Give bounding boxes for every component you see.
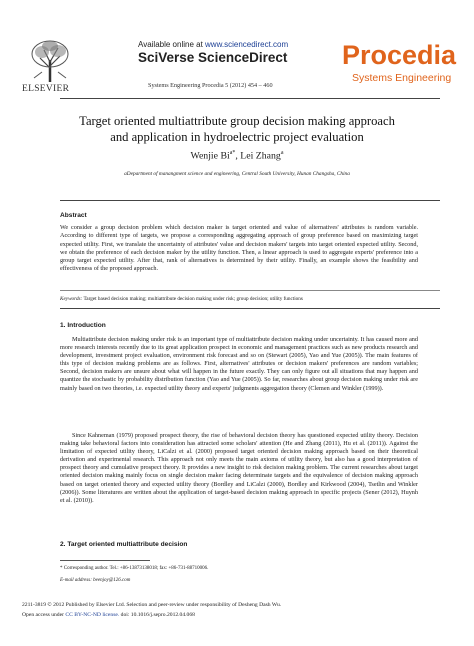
author-list: [40, 150, 434, 161]
procedia-subtitle: Systems Engineering: [352, 72, 452, 84]
keywords-label: Keywords:: [60, 296, 83, 302]
author-email: E-mail address: beenjoy@126.com: [60, 578, 131, 583]
abstract-heading: Abstract: [60, 212, 87, 219]
doi: doi: 10.1016/j.sepro.2012.04.068: [120, 612, 195, 618]
abstract-text: We consider a group decision problem which decision maker is target oriented and value of alternatives' attributes is random variable. According to different type of targets, we propose a corresponding aggregating approach of group preference based on maximizing target expected utility. First, we translate the uncertainty of attributes' value and decision makers' targets into target oriented expected utility. Second, we obtain the preference of each decision maker by the utility function. Then, a linear approach is used to aggregate experts' preference into a group target expected utility. After that, rank of alternatives is determined by their utility. Finally, an example shows the feasibility and effectiveness of the proposed approach.: [60, 224, 418, 273]
journal-citation: Systems Engineering Procedia 5 (2012) 454 – 460: [148, 82, 273, 89]
keywords-text: Target based decision making; multiattribute decision making under risk; group decision; utility functions: [82, 296, 303, 302]
affiliation: aDepartment of manangment science and engineering, Central South University, Hunan Changsha, China: [124, 171, 350, 177]
intro-paragraph-2: Since Kahneman (1979) proposed prospect theory, the rise of behavioral decision theory has questioned expected utility theory. Decision making take behavioral factors into consideration has attracted some scholars' attention (He and Zhang (2011), Hu et al. (2011)). Against the limitation of expected utility theory, LiCalzi et al. (2000) proposed target oriented decision making approach based on their theoretical derivation and experimental research. This approach not only meets the main axioms of utility theory, but also has a good interpretation of prospect theory and cumulative prospect theory. It provides a new insight to risk decision making problem. The current researches about target oriented decision making mainly focus on single decision maker facing determinate targets and the equivalence of decision making approach based on target oriented theory and expected utility theory (Bordley and LiCalzi (2000), Bordley and Kirkwood (2004), Tsetlin and Winkler (2006)). Some literatures are written about the application of target-based decision making approach in specific projects (Sener (2012), Huynh et al. (2010)).: [60, 432, 418, 504]
author-1-sup: a*: [229, 150, 236, 156]
license-link[interactable]: CC BY-NC-ND license.: [65, 612, 120, 618]
header-divider: [60, 98, 440, 99]
abstract-top-divider: [60, 200, 440, 201]
corresponding-author: * Corresponding author. Tel.: +86-13873138018; fax: +86-731-88710006.: [60, 566, 209, 571]
author-1: Wenjie Bi: [190, 150, 230, 162]
intro-paragraph-1: Multiattribute decision making under risk is an important type of multiattribute decision making under uncertainty. It has caused more and more research interests recently due to its great application prospect in economic and management practices such as new products research and development, investment project evaluation, environment risk forecast and so on (Stewart (2005), Yao and Yue (2005)). The main features of this type of decision making problems are as follows. First, alternatives' attributes or decision makers' preferences are random variables; Second, decision makers are unsure about what will happen in the future exactly. They can only figure out all situations that may happen and quantize the stochastic by probability distribution function (Yao and Yue (2005)). So far, researches about group decision making under risk are mainly based on two theories, i.e. expected utility theory and experts' judgments aggregation theory (Clemen and Winkler (1999)).: [60, 336, 418, 392]
elsevier-tree-logo-icon: [28, 38, 72, 82]
section-heading-introduction: 1. Introduction: [60, 322, 106, 329]
section-heading-2: 2. Target oriented multiattribute decision: [60, 541, 188, 548]
keywords-divider: [60, 290, 440, 291]
open-access-label: Open access under: [22, 612, 66, 618]
title-line-2: and application in hydroelectric project evaluation: [110, 129, 364, 144]
title-line-1: Target oriented multiattribute group decision making approach: [79, 114, 395, 128]
keywords: [60, 296, 418, 302]
author-2: , Lei Zhang: [235, 150, 281, 162]
paper-title: [40, 114, 434, 145]
platform-name: SciVerse ScienceDirect: [138, 50, 288, 65]
author-2-sup: a: [280, 150, 284, 156]
available-online-text: [138, 40, 288, 49]
procedia-brand: Procedia: [342, 40, 457, 70]
footnote-divider: [60, 560, 150, 561]
copyright-line: 2211-3819 © 2012 Published by Elsevier Ltd. Selection and peer-review under responsibility of Desheng Dash Wu.: [22, 602, 282, 608]
open-access-line: [22, 612, 195, 618]
abstract-bottom-divider: [60, 308, 440, 309]
available-prefix: Available online at: [138, 40, 206, 49]
sciencedirect-link[interactable]: www.sciencedirect.com: [205, 40, 289, 49]
elsevier-wordmark: ELSEVIER: [22, 84, 70, 94]
